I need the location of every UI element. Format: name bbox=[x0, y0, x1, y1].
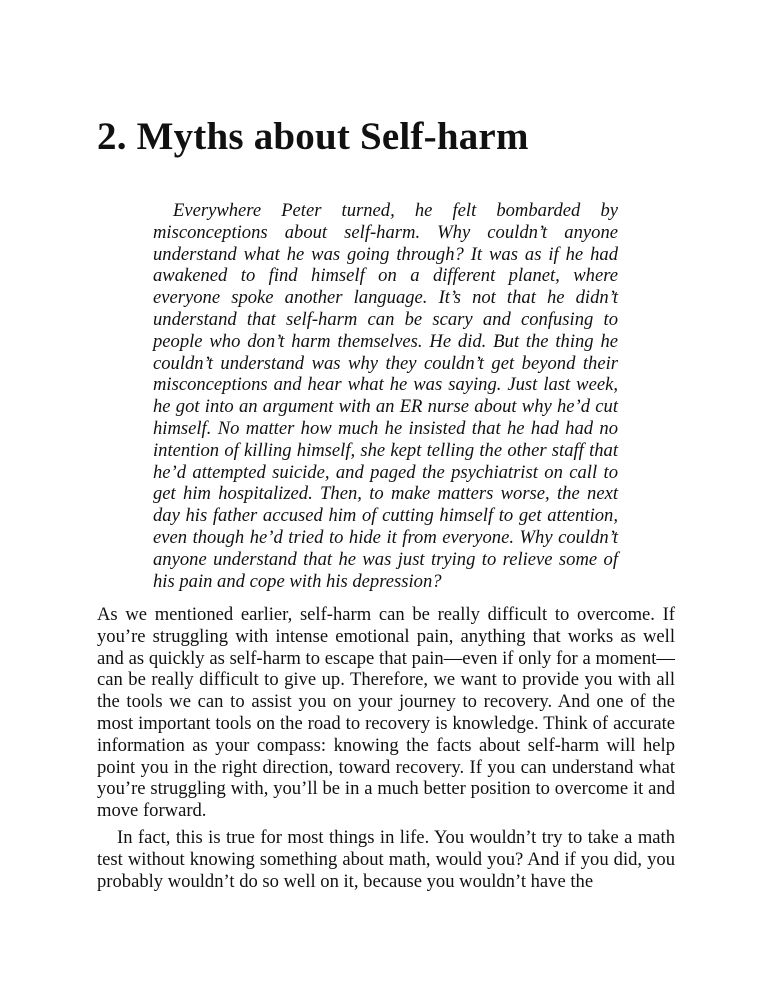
chapter-title: 2. Myths about Self-harm bbox=[97, 115, 529, 158]
body-text bbox=[97, 604, 675, 897]
case-vignette: Everywhere Peter turned, he felt bombarded by misconceptions about self-harm. Why couldn’t anyone understand what he was going through? It was as if he had awakened to find himself on a different planet, where everyone spoke another language. It’s not that he didn’t understand that self-harm can be scary and confusing to people who don’t harm themselves. He did. But the thing he couldn’t understand was why they couldn’t get beyond their misconceptions and hear what he was saying. Just last week, he got into an argument with an ER nurse about why he’d cut himself. No matter how much he insisted that he had had no intention of killing himself, she kept telling the other staff that he’d attempted suicide, and paged the psychiatrist on call to get him hospitalized. Then, to make matters worse, the next day his father accused him of cutting himself to get attention, even though he’d tried to hide it from everyone. Why couldn’t anyone understand that he was just trying to relieve some of his pain and cope with his depression? bbox=[153, 200, 618, 592]
body-paragraph: As we mentioned earlier, self-harm can be really difficult to overcome. If you’re struggling with intense emotional pain, anything that works as well and as quickly as self-harm to escape that pain—even if only for a moment—can be really difficult to give up. Therefore, we want to provide you with all the tools we can to assist you on your journey to recovery. And one of the most important tools on the road to recovery is knowledge. Think of accurate information as your compass: knowing the facts about self-harm will help point you in the right direction, toward recovery. If you can understand what you’re struggling with, you’ll be in a much better position to overcome it and move forward. bbox=[97, 604, 675, 822]
body-paragraph: In fact, this is true for most things in life. You wouldn’t try to take a math test without knowing something about math, would you? And if you did, you probably wouldn’t do so well on it, because you wouldn’t have the bbox=[97, 826, 675, 892]
